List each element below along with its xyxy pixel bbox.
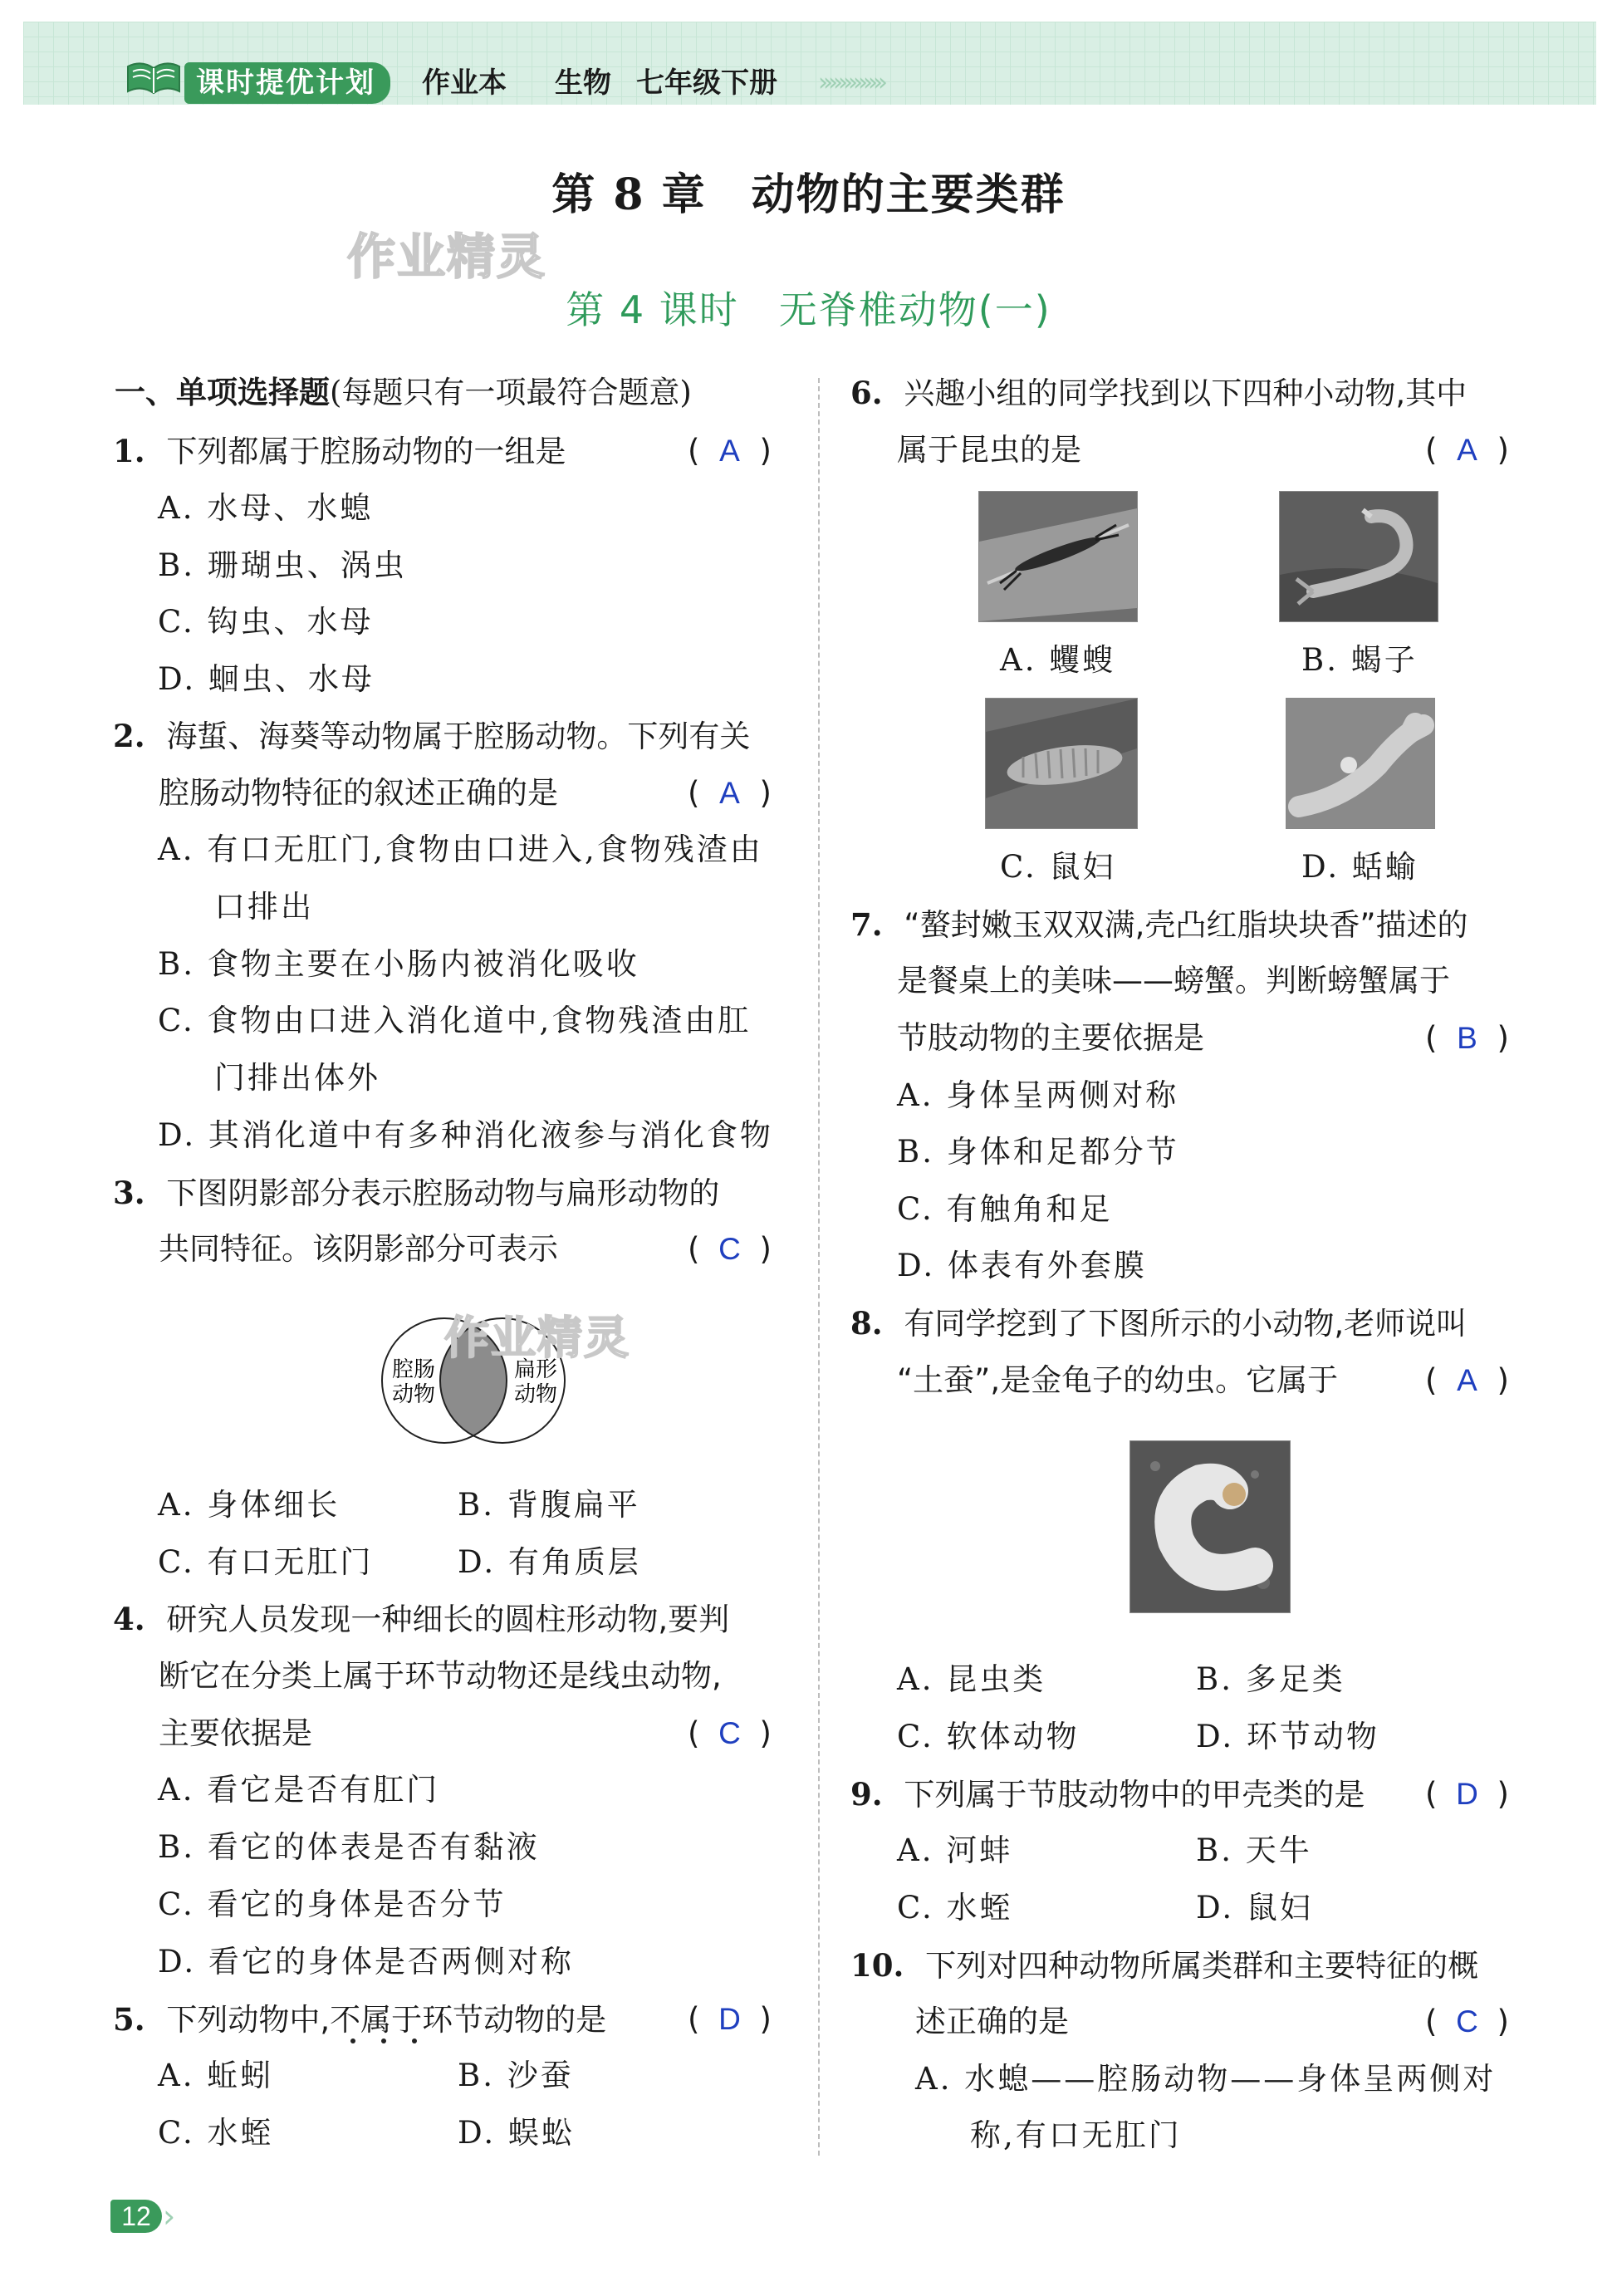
- question-text: 有同学挖到了下图所示的小动物,老师说叫: [904, 1306, 1468, 1342]
- option: C. 水蛭: [897, 1890, 1013, 1926]
- option: B. 沙蚕: [458, 2058, 574, 2093]
- question-text: 研究人员发现一种细长的圆柱形动物,要判: [166, 1602, 730, 1637]
- page-number: 12: [110, 2200, 162, 2233]
- option: C. 软体动物: [897, 1719, 1080, 1754]
- option: D. 环节动物: [1196, 1719, 1379, 1754]
- question-text: 下列都属于腔肠动物的一组是: [166, 434, 566, 469]
- option: C. 食物由口进入消化道中,食物残渣由肛: [158, 1003, 752, 1038]
- series-badge: 课时提优计划: [184, 62, 390, 104]
- question-number: 9.: [850, 1776, 883, 1813]
- option: A. 看它是否有肛门: [158, 1772, 440, 1808]
- question-10: [850, 1947, 1478, 1984]
- subject-label: 生物: [555, 66, 611, 100]
- question-text: 述正确的是: [915, 2004, 1069, 2039]
- section-heading: [115, 375, 692, 411]
- option: B. 背腹扁平: [458, 1487, 640, 1523]
- venn-left-label-2: 动物: [391, 1382, 436, 1407]
- option: B. 食物主要在小肠内被消化吸收: [158, 946, 639, 982]
- answer-letter: A: [1457, 1363, 1477, 1397]
- question-number: 4.: [113, 1601, 145, 1637]
- venn-left-label-1: 腔肠: [391, 1357, 436, 1382]
- question-text: 属于昆虫的是: [897, 432, 1081, 468]
- option: 称,有口无肛门: [970, 2117, 1182, 2153]
- question-number: 6.: [850, 375, 883, 411]
- question-number: 8.: [850, 1305, 883, 1342]
- option: D. 蛔虫、水母: [158, 661, 375, 697]
- question-2: [113, 718, 750, 755]
- watermark: 作业精灵: [444, 1312, 630, 1364]
- venn-right-label-2: 动物: [513, 1382, 558, 1407]
- question-8: [850, 1305, 1467, 1342]
- option: B. 天牛: [1196, 1832, 1312, 1868]
- question-text: “土蚕”,是金龟子的幼虫。它属于: [897, 1362, 1339, 1398]
- option: C. 鼠妇: [1000, 849, 1116, 885]
- option: C. 看它的身体是否分节: [158, 1886, 507, 1922]
- answer-letter: A: [719, 776, 740, 810]
- question-text: “螯封嫩玉双双满,壳凸红脂块块香”描述的: [904, 907, 1468, 943]
- option: A. 身体细长: [158, 1487, 341, 1523]
- answer-letter: D: [718, 2002, 741, 2036]
- option: C. 水蛭: [158, 2115, 274, 2151]
- question-text: 断它在分类上属于环节动物还是线虫动物,: [159, 1658, 722, 1694]
- answer-6: ( A ): [1425, 432, 1509, 468]
- option: D. 蜈蚣: [458, 2115, 575, 2151]
- scorpion-photo: [1279, 491, 1438, 622]
- question-5: [113, 2001, 606, 2038]
- option: D. 蛞蝓: [1301, 849, 1419, 885]
- option: A. 有口无肛门,食物由口进入,食物残渣由: [158, 832, 763, 867]
- open-book-icon: [125, 58, 183, 96]
- question-3: [113, 1175, 719, 1212]
- question-4: [113, 1601, 729, 1638]
- option: 口排出: [214, 889, 314, 925]
- option: D. 鼠妇: [1196, 1890, 1313, 1926]
- answer-letter: A: [719, 434, 740, 468]
- question-number: 2.: [113, 718, 145, 754]
- answer-3: ( C ): [688, 1231, 772, 1267]
- option: A. 昆虫类: [897, 1661, 1046, 1697]
- answer-2: ( A ): [688, 775, 772, 811]
- option: 门排出体外: [214, 1060, 380, 1096]
- answer-4: ( C ): [688, 1715, 772, 1751]
- option: C. 有口无肛门: [158, 1544, 374, 1580]
- page-chevron-icon: ›: [163, 2198, 176, 2235]
- question-text: 下列属于节肢动物中的甲壳类的是: [904, 1777, 1365, 1813]
- question-number: 1.: [113, 433, 145, 469]
- header-chevrons: ›››››››››››››: [818, 68, 883, 97]
- question-1: [113, 433, 566, 470]
- question-9: [850, 1776, 1365, 1813]
- answer-10: ( C ): [1425, 2004, 1509, 2039]
- watermark: 作业精灵: [347, 228, 547, 285]
- answer-letter: D: [1456, 1777, 1478, 1811]
- book-type: 作业本: [422, 66, 507, 100]
- question-number: 5.: [113, 2001, 145, 2038]
- option: A. 水母、水螅: [158, 490, 374, 526]
- grub-photo: [1129, 1440, 1291, 1613]
- column-divider: [818, 378, 820, 2156]
- grade-label: 七年级下册: [636, 66, 777, 100]
- answer-7: ( B ): [1425, 1020, 1509, 1056]
- emphasis-dots: [342, 2037, 434, 2045]
- answer-8: ( A ): [1425, 1362, 1509, 1398]
- question-text: 下列动物中,不属于环节动物的是: [166, 2002, 607, 2038]
- option: A. 河蚌: [897, 1832, 1013, 1868]
- question-7: [850, 906, 1468, 944]
- lesson-title: 第 4 课时 无脊椎动物(一): [566, 287, 1051, 332]
- question-number: 3.: [113, 1175, 145, 1211]
- question-text: 共同特征。该阴影部分可表示: [159, 1231, 558, 1267]
- venn-right-label-1: 扁形: [513, 1357, 558, 1382]
- answer-letter: A: [1457, 433, 1477, 467]
- question-text: 下列对四种动物所属类群和主要特征的概: [925, 1948, 1479, 1984]
- question-number: 10.: [850, 1947, 904, 1984]
- option: B. 蝎子: [1301, 642, 1418, 678]
- woodlouse-photo: [985, 698, 1138, 829]
- option: D. 有角质层: [458, 1544, 641, 1580]
- answer-5: ( D ): [688, 2001, 772, 2037]
- option: B. 身体和足都分节: [897, 1134, 1179, 1170]
- option: B. 珊瑚虫、涡虫: [158, 547, 407, 583]
- option: C. 钩虫、水母: [158, 604, 374, 640]
- option: D. 看它的身体是否两侧对称: [158, 1944, 574, 1980]
- answer-letter: C: [718, 1232, 741, 1266]
- option: A. 蚯蚓: [158, 2058, 274, 2093]
- option: A. 水螅——腔肠动物——身体呈两侧对: [915, 2061, 1497, 2097]
- answer-1: ( A ): [688, 433, 772, 469]
- question-text: 是餐桌上的美味——螃蟹。判断螃蟹属于: [897, 963, 1450, 998]
- answer-9: ( D ): [1425, 1776, 1509, 1812]
- option: D. 其消化道中有多种消化液参与消化食物: [158, 1117, 773, 1153]
- question-text: 腔肠动物特征的叙述正确的是: [159, 775, 558, 811]
- question-text: 节肢动物的主要依据是: [897, 1020, 1204, 1056]
- answer-letter: C: [718, 1716, 741, 1750]
- section-title: 一、单项选择题: [115, 375, 330, 410]
- option: A. 身体呈两侧对称: [897, 1077, 1179, 1113]
- section-note: (每题只有一项最符合题意): [330, 375, 692, 410]
- earwig-photo: [978, 491, 1138, 622]
- question-text: 下图阴影部分表示腔肠动物与扁形动物的: [166, 1175, 720, 1211]
- chapter-title: 第 8 章 动物的主要类群: [551, 169, 1066, 220]
- slug-photo: [1286, 698, 1435, 829]
- question-text: 兴趣小组的同学找到以下四种小动物,其中: [904, 375, 1468, 411]
- option: D. 体表有外套膜: [897, 1248, 1147, 1283]
- option: C. 有触角和足: [897, 1191, 1113, 1227]
- answer-letter: B: [1457, 1021, 1477, 1055]
- question-6: [850, 375, 1467, 412]
- option: B. 多足类: [1196, 1661, 1345, 1697]
- option: A. 蠼螋: [1000, 642, 1116, 678]
- question-text: 海蜇、海葵等动物属于腔肠动物。下列有关: [166, 719, 751, 754]
- question-text: 主要依据是: [159, 1715, 312, 1751]
- option: B. 看它的体表是否有黏液: [158, 1829, 540, 1865]
- question-number: 7.: [850, 906, 883, 943]
- answer-letter: C: [1456, 2004, 1478, 2038]
